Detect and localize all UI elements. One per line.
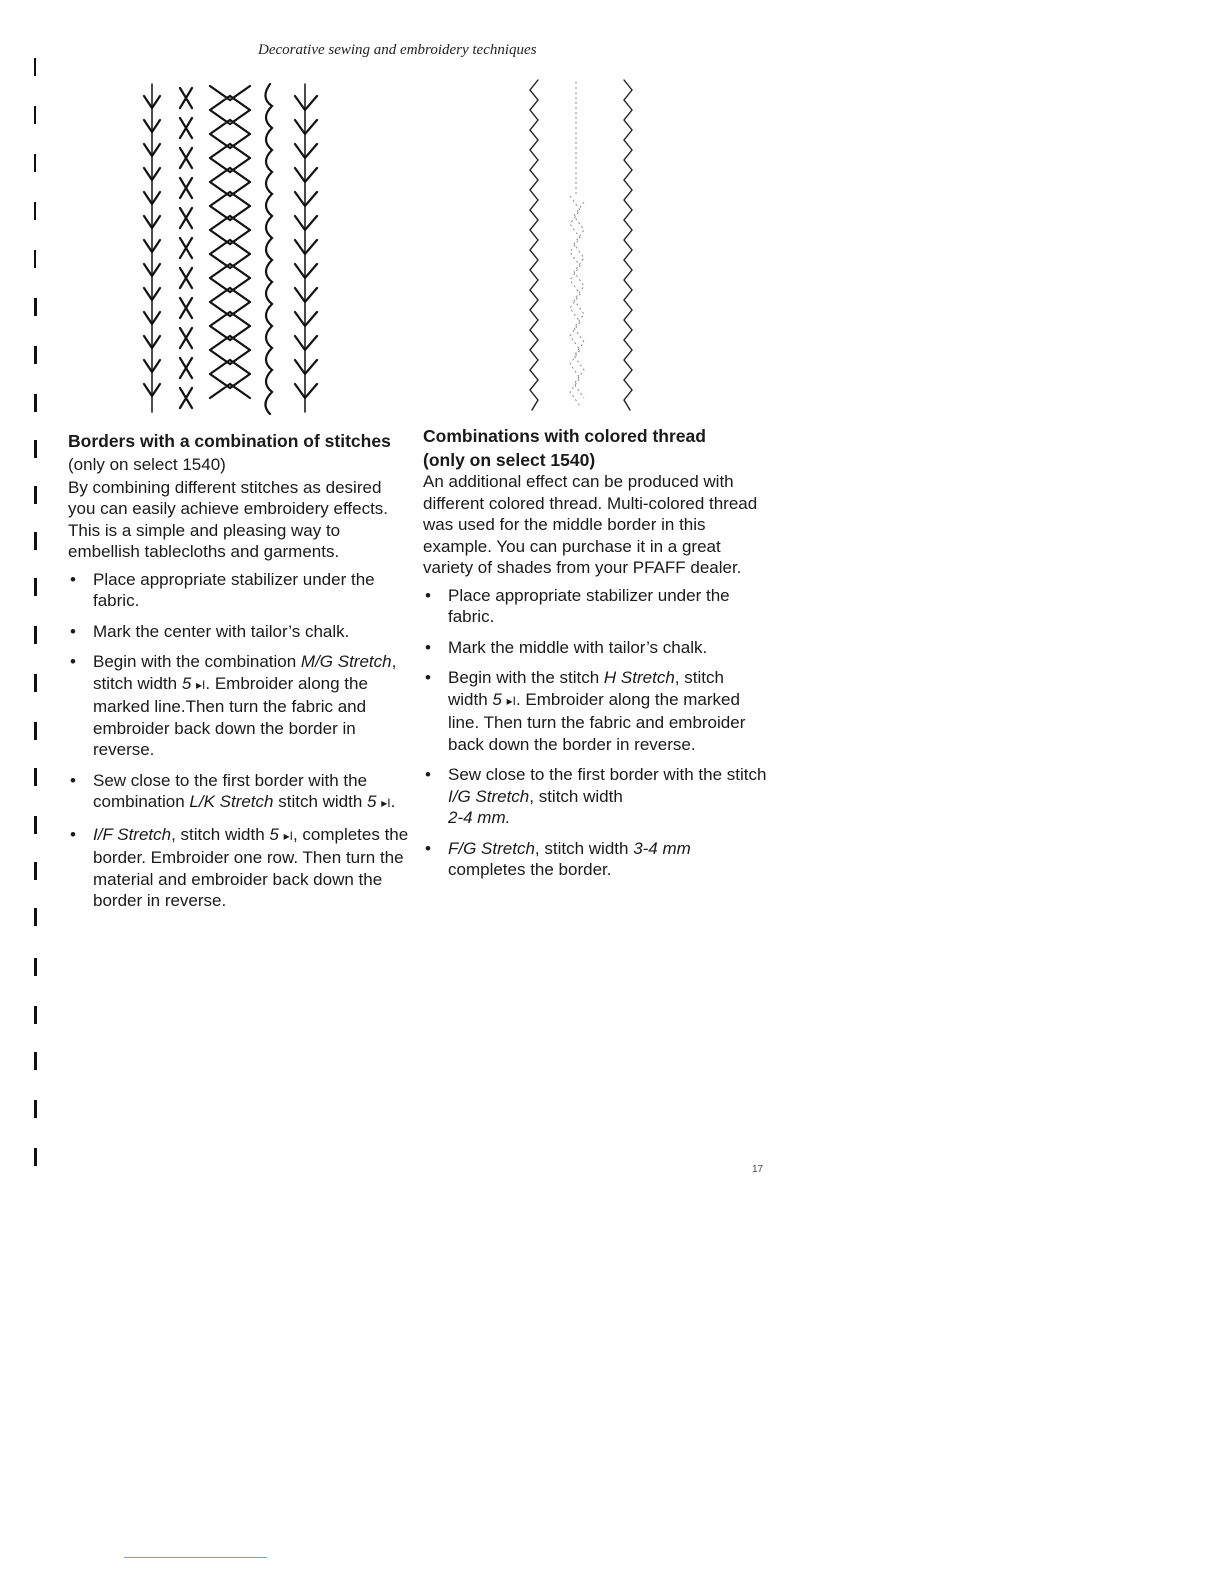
list-item: • F/G Stretch, stitch width 3-4 mm completes the border. [423,838,768,881]
left-column [68,428,413,921]
list-item: • Place appropriate stabilizer under the fabric. [423,585,768,628]
left-instructions [68,569,413,912]
left-intro: By combining different stitches as desired you can easily achieve embroidery effects. This is a simple and pleasing way to embellish tablecloths and garments. [68,477,389,561]
list-item: • Sew close to the first border with the stitch I/G Stretch, stitch width 2-4 mm. [423,764,768,829]
stitch-width-icon: ▸I [196,677,206,692]
stitch-border-illustration-right [518,76,648,416]
right-intro: An additional effect can be produced with different colored thread. Multi-colored thread was used for the middle border in this example. You can purchase it in a great variety of shades from your PFAFF dealer. [423,472,758,577]
list-item: • Mark the middle with tailor’s chalk. [423,637,768,659]
right-column [423,423,768,890]
list-item: • Begin with the combination M/G Stretch, stitch width 5 ▸I. Embroider along the marked line.Then turn the fabric and embroider back down the border in reverse. [68,651,413,761]
page-number: 17 [752,1164,764,1175]
list-item: • Place appropriate stabilizer under the fabric. [68,569,413,612]
stitch-border-illustration-left [140,76,330,421]
list-item: • Mark the center with tailor’s chalk. [68,621,413,643]
list-item: • I/F Stretch, stitch width 5 ▸I, completes the border. Embroider one row. Then turn the material and embroider back down the border in reverse. [68,824,413,912]
right-instructions [423,585,768,881]
right-subheading: (only on select 1540) [423,450,596,470]
left-heading: Borders with a combination of stitches [68,431,391,451]
footer-rule [124,1557,267,1558]
stitch-width-icon: ▸I [283,828,293,843]
stitch-width-icon: ▸I [381,796,391,810]
left-subheading: (only on select 1540) [68,455,226,474]
list-item: • Sew close to the first border with the combination L/K Stretch stitch width 5 ▸I. [68,770,413,815]
page-header: Decorative sewing and embroidery techniques [258,42,537,58]
stitch-width-icon: ▸I [506,693,516,708]
right-heading: Combinations with colored thread [423,426,706,446]
list-item: • Begin with the stitch H Stretch, stitch width 5 ▸I. Embroider along the marked line. Then turn the fabric and embroider back down the border in reverse. [423,667,768,755]
